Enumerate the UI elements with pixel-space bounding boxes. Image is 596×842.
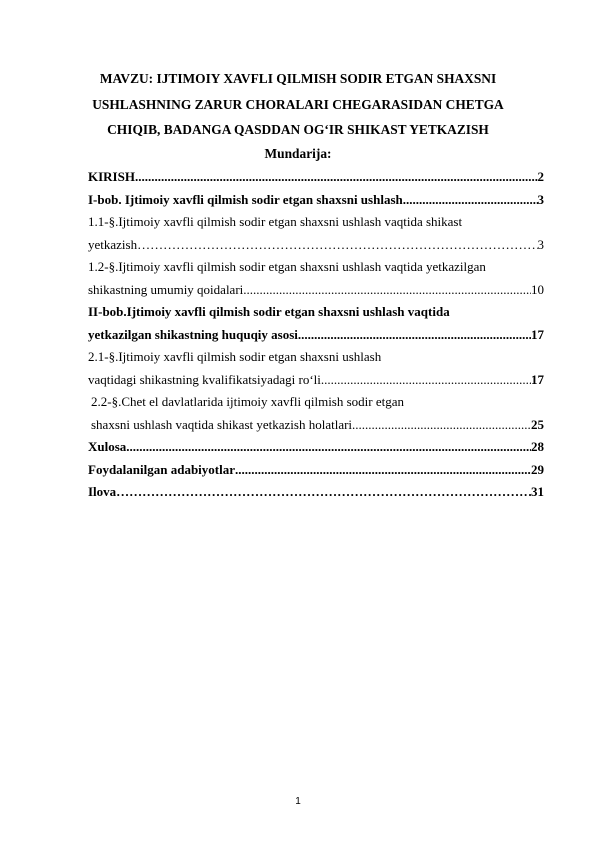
toc-page-number: 29 xyxy=(531,461,544,477)
toc-page-number: 31 xyxy=(531,484,544,499)
title-line: CHIQIB, BADANGA QASDDAN OG‘IR SHIKAST YETKAZISH xyxy=(107,122,489,137)
toc-entry-section-2-1[interactable] xyxy=(88,369,544,392)
title-line: MAVZU: IJTIMOIY XAVFLI QILMISH SODIR ETGAN SHAXSNI xyxy=(99,71,497,86)
toc-entry-text: vaqtidagi shikastning kvalifikatsiyadagi ro‘li xyxy=(88,371,321,387)
toc-entry-xulosa[interactable] xyxy=(88,436,544,459)
toc-leader-dots xyxy=(403,189,538,212)
toc-leader-dots xyxy=(235,459,531,482)
toc-entry-chapter-2[interactable] xyxy=(88,324,544,347)
toc-entry-section-2-2-line1[interactable]: 2.2-§.Chet el davlatlarida ijtimoiy xavfli qilmish sodir etgan xyxy=(91,394,405,409)
toc-page-number: 3 xyxy=(537,191,544,207)
toc-entry-section-1-2[interactable] xyxy=(88,279,544,302)
toc-entry-text: Foydalanilgan adabiyotlar xyxy=(88,461,235,477)
toc-entry-text: Ilova xyxy=(88,484,117,499)
toc-leader-dots xyxy=(137,234,537,257)
toc-page-number: 2 xyxy=(537,169,544,184)
toc-leader-dots xyxy=(298,324,531,347)
toc-entry-section-1-2-line1[interactable]: 1.2-§.Ijtimoiy xavfli qilmish sodir etgan shaxsni ushlash vaqtida yetkazilgan xyxy=(88,259,486,274)
toc-entry-section-2-2[interactable] xyxy=(88,414,544,437)
toc-entry-chapter-1[interactable] xyxy=(88,189,544,212)
toc-entry-text: shikastning umumiy qoidalari xyxy=(88,281,244,297)
toc-entry-appendix[interactable] xyxy=(88,481,544,504)
toc-entry-text: yetkazish xyxy=(88,236,138,252)
toc-entry-text: yetkazilgan shikastning huquqiy asosi xyxy=(88,326,298,342)
toc-entry-chapter-2-line1[interactable]: II-bob.Ijtimoiy xavfli qilmish sodir etgan shaxsni ushlash vaqtida xyxy=(88,304,450,319)
toc-leader-dots xyxy=(126,436,531,459)
toc-leader-dots xyxy=(135,166,538,189)
toc-entry-section-2-1-line1[interactable]: 2.1-§.Ijtimoiy xavfli qilmish sodir etgan shaxsni ushlash xyxy=(88,349,382,364)
toc-entry-text: Xulosa xyxy=(88,439,127,454)
toc-entry-section-1-1-line1[interactable]: 1.1-§.Ijtimoiy xavfli qilmish sodir etgan shaxsni ushlash vaqtida shikast xyxy=(88,214,463,229)
toc-entry-section-1-1[interactable] xyxy=(88,234,544,257)
toc-entry-text: KIRISH xyxy=(88,169,135,184)
toc-leader-dots xyxy=(321,369,531,392)
toc-page-number: 25 xyxy=(531,416,544,432)
toc-page-number: 28 xyxy=(531,439,544,454)
document-title xyxy=(60,66,536,143)
table-of-contents xyxy=(88,166,544,504)
toc-leader-dots xyxy=(116,481,531,504)
page-number: 1 xyxy=(295,796,301,807)
toc-entry-kirish[interactable] xyxy=(88,166,544,189)
title-line: USHLASHNING ZARUR CHORALARI CHEGARASIDAN CHETGA xyxy=(92,96,504,112)
toc-page-number: 17 xyxy=(531,371,544,387)
toc-page-number: 10 xyxy=(531,281,544,297)
toc-entry-text: shaxsni ushlash vaqtida shikast yetkazish holatlari xyxy=(91,416,353,432)
toc-heading: Mundarija: xyxy=(264,146,332,161)
toc-leader-dots xyxy=(243,279,531,302)
toc-entry-text: I-bob. Ijtimoiy xavfli qilmish sodir etgan shaxsni ushlash xyxy=(88,191,403,207)
toc-entry-references[interactable] xyxy=(88,459,544,482)
toc-leader-dots xyxy=(352,414,531,437)
toc-page-number: 17 xyxy=(531,326,544,342)
toc-page-number: 3 xyxy=(537,236,544,252)
